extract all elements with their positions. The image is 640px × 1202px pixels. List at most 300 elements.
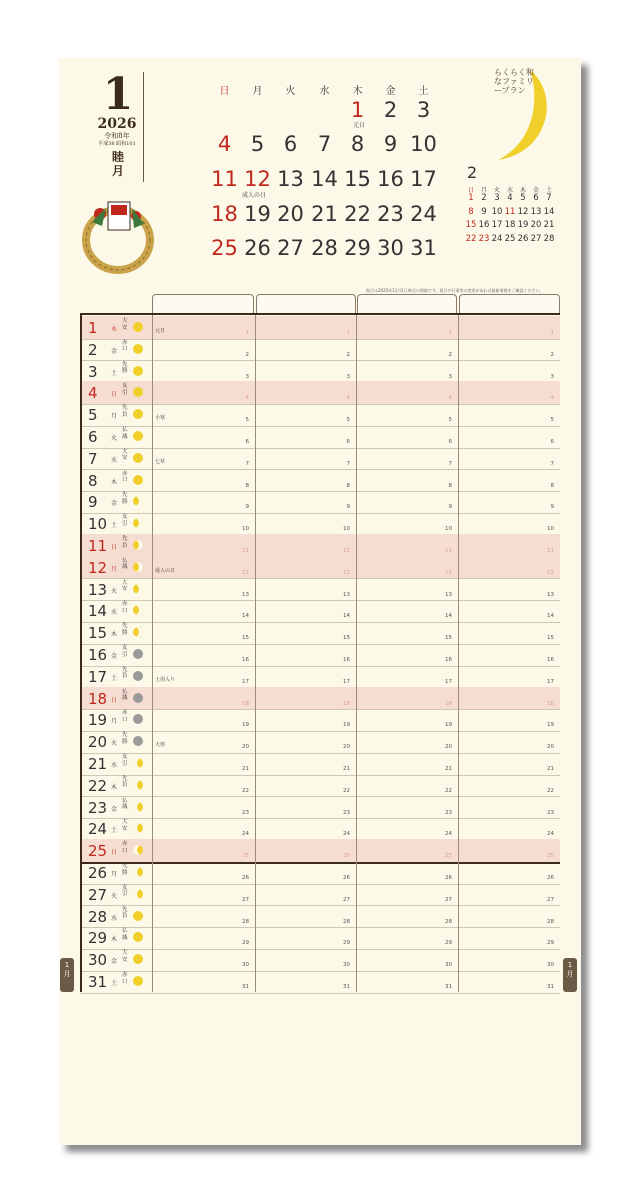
mini-weekday: 木: [519, 187, 526, 194]
month-side-tab-left: 1 月: [60, 958, 74, 992]
cell-date: 14: [547, 613, 554, 620]
calendar-day[interactable]: 2: [383, 98, 398, 122]
row-day-number: 20: [88, 733, 108, 752]
row-weekday: 金: [111, 653, 118, 660]
mini-day: 28: [543, 233, 555, 244]
mini-day: 4: [507, 193, 513, 203]
cell-date: 26: [445, 875, 452, 881]
cell-date: 9: [346, 504, 350, 511]
rokuyo-label: 仏滅: [122, 688, 128, 702]
row-weekday: 金: [111, 500, 118, 508]
row-weekday: 水: [111, 456, 118, 464]
cell-date: 6: [550, 439, 554, 445]
mini-day: 1: [468, 193, 474, 203]
row-day-number: 25: [88, 842, 108, 861]
calendar-day[interactable]: 3: [416, 98, 431, 122]
cell-date: 1: [245, 330, 249, 336]
cell-date: 13: [547, 591, 554, 598]
cell-date: 13: [343, 591, 350, 598]
row-weekday: 日: [111, 544, 118, 551]
row-day-number: 22: [88, 776, 108, 795]
calendar-day[interactable]: 28: [311, 236, 338, 260]
row-weekday: 土: [111, 674, 118, 682]
cell-date: 30: [547, 962, 554, 969]
mini-day: 12: [517, 206, 529, 217]
calendar-day[interactable]: 31: [410, 236, 437, 260]
rokuyo-label: 赤口: [122, 972, 128, 985]
cell-date: 8: [550, 482, 554, 489]
column-tab-4[interactable]: [459, 294, 560, 315]
row-weekday: 木: [111, 326, 118, 333]
row-weekday: 土: [111, 522, 118, 530]
rokuyo-label: 先負: [122, 666, 128, 680]
calendar-day[interactable]: 4: [217, 132, 232, 156]
cell-date: 27: [547, 896, 554, 903]
row-day-number: 11: [88, 537, 108, 555]
rokuyo-label: 大安: [122, 579, 128, 593]
cell-date: 6: [346, 439, 350, 445]
moon-phase-icon: [133, 758, 143, 768]
cell-date: 29: [445, 940, 452, 947]
calendar-day[interactable]: 16: [377, 167, 404, 191]
cell-date: 3: [550, 373, 554, 380]
row-day-number: 5: [88, 406, 98, 425]
row-weekday: 木: [111, 783, 118, 791]
moon-phase-icon: [133, 475, 143, 485]
mini-day: 11: [504, 206, 516, 217]
row-day-number: 9: [88, 493, 98, 512]
cell-date: 4: [346, 395, 350, 402]
cell-date: 19: [547, 722, 554, 729]
cell-date: 20: [343, 744, 350, 751]
row-weekday: 土: [111, 980, 118, 987]
calendar-day[interactable]: 9: [383, 132, 398, 156]
cell-date: 7: [346, 460, 350, 467]
calendar-day[interactable]: 19: [244, 202, 271, 226]
moon-phase-icon: [133, 714, 143, 724]
mini-day: 26: [517, 233, 529, 244]
row-weekday: 水: [111, 762, 118, 769]
cell-date: 28: [343, 918, 350, 925]
cell-date: 8: [346, 482, 350, 489]
month-name-1: 睦: [111, 150, 124, 164]
cell-date: 29: [343, 940, 350, 947]
weekday-header: 水: [319, 86, 330, 97]
event-label: 土用入り: [155, 676, 176, 683]
column-divider: [458, 315, 459, 992]
row-weekday: 木: [111, 478, 118, 486]
row-weekday: 火: [111, 587, 118, 595]
era-label: 令和8年: [104, 132, 130, 140]
rokuyo-label: 仏滅: [122, 557, 128, 571]
calendar-day[interactable]: 30: [377, 236, 404, 260]
weekday-header: 金: [385, 86, 396, 97]
rokuyo-label: 先負: [122, 775, 128, 789]
moon-phase-icon: [133, 889, 143, 899]
cell-date: 21: [242, 766, 249, 772]
rokuyo-label: 友引: [122, 645, 128, 658]
mini-weekday: 日: [467, 187, 474, 194]
row-weekday: 月: [111, 413, 118, 421]
moon-phase-icon: [133, 431, 143, 441]
cell-date: 17: [547, 678, 554, 685]
weekday-header: 月: [252, 86, 263, 97]
row-day-number: 16: [88, 646, 108, 664]
moon-phase-icon: [133, 932, 143, 942]
rokuyo-label: 仏滅: [122, 928, 128, 941]
rokuyo-label: 先勝: [122, 863, 128, 876]
row-day-number: 17: [88, 667, 108, 686]
cell-date: 11: [242, 548, 249, 554]
cell-date: 5: [550, 417, 554, 424]
row-day-number: 27: [88, 885, 108, 904]
calendar-day[interactable]: 10: [410, 132, 437, 156]
calendar-day[interactable]: 11: [211, 167, 238, 191]
moon-phase-icon: [133, 387, 143, 397]
rokuyo-label: 赤口: [122, 841, 128, 854]
cell-date: 5: [346, 417, 350, 424]
moon-phase-icon: [133, 823, 143, 833]
cell-date: 30: [445, 962, 452, 969]
cell-date: 15: [343, 635, 350, 642]
cell-date: 4: [550, 395, 554, 402]
cell-date: 8: [448, 482, 452, 489]
row-day-number: 19: [88, 711, 108, 730]
rokuyo-label: 先勝: [122, 732, 128, 745]
moon-phase-icon: [133, 736, 143, 746]
cell-date: 18: [547, 700, 554, 707]
rokuyo-label: 先勝: [122, 361, 128, 375]
moon-phase-icon: [133, 976, 143, 986]
cell-date: 22: [547, 787, 554, 794]
cell-date: 1: [448, 330, 452, 336]
row-weekday: 水: [111, 609, 118, 617]
moon-phase-icon: [133, 627, 143, 637]
rokuyo-label: 大安: [122, 318, 128, 331]
moon-phase-icon: [133, 605, 143, 615]
cell-date: 6: [245, 439, 249, 445]
cell-date: 22: [343, 787, 350, 794]
cell-date: 27: [445, 896, 452, 903]
rokuyo-label: 先負: [122, 405, 128, 418]
mini-day: 6: [533, 193, 539, 203]
row-weekday: 金: [111, 958, 118, 966]
mini-day: 21: [543, 220, 555, 230]
cell-date: 21: [343, 766, 350, 772]
month-side-tab-right: 1 月: [563, 958, 577, 992]
event-label: 七草: [155, 458, 166, 465]
cell-date: 7: [245, 460, 249, 467]
left-border: [80, 315, 82, 992]
cell-date: 16: [547, 657, 554, 663]
mini-day: 14: [543, 206, 555, 217]
cell-date: 15: [445, 635, 452, 642]
cell-date: 5: [448, 417, 452, 424]
cell-date: 29: [547, 940, 554, 947]
column-tab-2[interactable]: [256, 294, 356, 315]
year-label: 2026: [97, 116, 137, 132]
row-day-number: 10: [88, 515, 108, 534]
cell-date: 11: [343, 548, 350, 554]
cell-date: 20: [242, 744, 249, 751]
row-weekday: 火: [111, 892, 118, 900]
calendar-day[interactable]: 21: [311, 202, 338, 226]
cell-date: 16: [445, 657, 452, 663]
calendar-day[interactable]: 15: [344, 167, 371, 191]
cell-date: 30: [343, 962, 350, 969]
rokuyo-label: 友引: [122, 754, 128, 767]
mini-weekday: 水: [506, 187, 513, 194]
row-day-number: 8: [88, 471, 98, 490]
row-day-number: 6: [88, 428, 98, 446]
cell-date: 24: [547, 831, 554, 838]
moon-phase-icon: [133, 954, 143, 964]
mini-day: 5: [520, 193, 526, 203]
moon-phase-icon: [133, 366, 143, 376]
calendar-day[interactable]: 1: [350, 98, 365, 122]
row-weekday: 月: [111, 718, 118, 726]
row-weekday: 金: [111, 805, 118, 813]
cell-date: 25: [445, 853, 452, 860]
mini-day: 3: [494, 193, 500, 203]
cell-date: 17: [445, 678, 452, 685]
cell-date: 1: [550, 330, 554, 336]
cell-date: 12: [242, 569, 249, 576]
calendar-day[interactable]: 20: [277, 202, 304, 226]
rokuyo-label: 友引: [122, 514, 128, 527]
calendar-day[interactable]: 6: [283, 132, 298, 156]
event-label: 大寒: [155, 742, 166, 749]
row-weekday: 土: [111, 827, 118, 835]
cell-date: 30: [242, 962, 249, 969]
cell-date: 19: [445, 722, 452, 729]
cell-date: 31: [343, 984, 350, 990]
mini-day: 19: [517, 220, 529, 230]
moon-phase-icon: [133, 671, 143, 681]
cell-date: 23: [547, 809, 554, 816]
mini-day: 2: [481, 193, 487, 203]
row-weekday: 月: [111, 871, 118, 878]
header-divider: [143, 72, 144, 182]
mini-weekday: 月: [480, 187, 487, 194]
calendar-day[interactable]: 5: [250, 132, 265, 156]
weekday-header: 日: [219, 86, 230, 97]
brand-tagline: らくらく和なファミリープラン: [494, 68, 534, 95]
cell-date: 12: [445, 569, 452, 576]
calendar-day[interactable]: 12: [244, 167, 271, 191]
shimenawa-wreath-icon: [78, 196, 158, 278]
mini-weekday: 火: [493, 187, 500, 194]
rokuyo-label: 大安: [122, 448, 128, 462]
moon-phase-icon: [133, 911, 143, 921]
moon-phase-icon: [133, 649, 143, 659]
calendar-day[interactable]: 29: [344, 236, 371, 260]
cell-date: 10: [242, 526, 249, 533]
event-label: 小寒: [155, 415, 166, 422]
rokuyo-label: 赤口: [122, 339, 128, 353]
calendar-day[interactable]: 23: [377, 202, 404, 226]
cell-date: 31: [547, 984, 554, 990]
cell-date: 16: [343, 657, 350, 663]
cell-date: 31: [242, 984, 249, 990]
cell-date: 17: [242, 678, 249, 685]
calendar-day[interactable]: 18: [211, 202, 238, 226]
row-weekday: 木: [111, 631, 118, 639]
column-tab-3[interactable]: [357, 294, 457, 315]
mini-day: 22: [465, 233, 477, 244]
rokuyo-label: 仏滅: [122, 427, 128, 440]
moon-phase-icon: [133, 518, 143, 528]
mini-day: 9: [481, 206, 487, 217]
cell-date: 5: [245, 417, 249, 424]
calendar-day[interactable]: 13: [277, 167, 304, 191]
cell-date: 7: [550, 460, 554, 467]
cell-date: 21: [547, 766, 554, 772]
holiday-note: 元日: [352, 122, 365, 129]
cell-date: 19: [343, 722, 350, 729]
calendar-day[interactable]: 27: [277, 236, 304, 260]
cell-date: 18: [343, 700, 350, 707]
row-day-number: 30: [88, 951, 108, 970]
event-label: 元日: [155, 328, 166, 334]
cell-date: 10: [343, 526, 350, 533]
cell-date: 24: [343, 831, 350, 838]
row-day-number: 21: [88, 755, 108, 773]
column-divider: [152, 315, 153, 992]
moon-phase-icon: [133, 780, 143, 790]
moon-phase-icon: [133, 322, 143, 332]
cell-date: 15: [242, 635, 249, 642]
row-weekday: 木: [111, 936, 118, 944]
weekday-header: 火: [285, 86, 296, 97]
cell-date: 25: [343, 853, 350, 860]
cell-date: 20: [445, 744, 452, 751]
row-day-number: 24: [88, 820, 108, 839]
rokuyo-label: 先負: [122, 536, 128, 549]
calendar-day[interactable]: 26: [244, 236, 271, 260]
cell-date: 21: [445, 766, 452, 772]
cell-date: 20: [547, 744, 554, 751]
cell-date: 22: [242, 787, 249, 794]
weekday-header: 木: [352, 86, 363, 97]
calendar-day[interactable]: 24: [410, 202, 437, 226]
row-day-number: 14: [88, 602, 108, 621]
moon-phase-icon: [133, 453, 143, 463]
holiday-notice: 祝日は2025年11月1日時点の情報です。祝日や行事等の変更があれば最新情報をご確認ください。: [366, 288, 544, 293]
mini-day: 18: [504, 220, 516, 230]
calendar-day[interactable]: 17: [410, 167, 437, 191]
cell-date: 4: [245, 395, 249, 402]
era-sub-label: 平成38 昭和101: [98, 141, 136, 147]
mini-day: 7: [546, 193, 552, 203]
cell-date: 28: [242, 918, 249, 925]
cell-date: 10: [445, 526, 452, 533]
calendar-day[interactable]: 25: [211, 236, 238, 260]
rokuyo-label: 仏滅: [122, 797, 128, 811]
row-weekday: 日: [111, 391, 118, 399]
mini-day: 16: [478, 220, 490, 230]
calendar-day[interactable]: 8: [350, 132, 365, 156]
moon-phase-icon: [133, 802, 143, 812]
row-day-number: 3: [88, 362, 98, 381]
calendar-day[interactable]: 22: [344, 202, 371, 226]
mini-day: 10: [491, 206, 503, 217]
cell-date: 3: [448, 373, 452, 380]
mini-day: 8: [468, 206, 474, 217]
calendar-day[interactable]: 14: [311, 167, 338, 191]
row-day-number: 2: [88, 340, 98, 359]
moon-phase-icon: [133, 540, 143, 550]
moon-phase-icon: [133, 562, 143, 572]
cell-date: 28: [547, 918, 554, 925]
cell-date: 4: [448, 395, 452, 402]
moon-phase-icon: [133, 344, 143, 354]
rokuyo-label: 友引: [122, 383, 128, 396]
rokuyo-label: 先勝: [122, 492, 128, 505]
row-day-number: 31: [88, 973, 108, 991]
event-label: 成人の日: [155, 567, 176, 574]
cell-date: 18: [445, 700, 452, 707]
moon-phase-icon: [133, 409, 143, 419]
row-day-number: 23: [88, 798, 108, 817]
rokuyo-label: 大安: [122, 819, 128, 832]
month-name-2: 月: [111, 164, 124, 178]
column-tab-1[interactable]: [152, 294, 254, 315]
moon-phase-icon: [133, 496, 143, 506]
cell-date: 1: [346, 330, 350, 336]
rokuyo-label: 先勝: [122, 623, 128, 636]
cell-date: 15: [547, 635, 554, 642]
rokuyo-label: 先負: [122, 906, 128, 920]
row-day-number: 15: [88, 624, 108, 643]
cell-date: 2: [346, 351, 350, 358]
cell-date: 23: [242, 809, 249, 816]
mini-day: 17: [491, 220, 503, 230]
cell-date: 3: [245, 373, 249, 380]
cell-date: 11: [445, 548, 452, 554]
cell-date: 14: [445, 613, 452, 620]
cell-date: 26: [343, 875, 350, 881]
row-day-number: 1: [88, 319, 98, 337]
cell-date: 10: [547, 526, 554, 533]
rokuyo-label: 大安: [122, 950, 128, 963]
cell-date: 17: [343, 678, 350, 685]
mini-day: 15: [465, 220, 477, 230]
cell-date: 25: [242, 853, 249, 860]
cell-date: 31: [445, 984, 452, 990]
row-day-number: 7: [88, 449, 98, 468]
cell-date: 26: [547, 875, 554, 881]
mini-day: 27: [530, 233, 542, 244]
holiday-note: 成人の日: [241, 192, 266, 199]
month-number: 1: [102, 69, 134, 120]
row-weekday: 日: [111, 849, 118, 857]
cell-date: 9: [448, 504, 452, 511]
cell-date: 6: [448, 439, 452, 445]
cell-date: 8: [245, 482, 249, 489]
cell-date: 28: [445, 918, 452, 925]
cell-date: 24: [445, 831, 452, 838]
cell-date: 12: [547, 569, 554, 576]
cell-date: 3: [346, 373, 350, 380]
cell-date: 26: [242, 875, 249, 881]
weekday-header: 土: [418, 86, 429, 97]
moon-phase-icon: [133, 845, 143, 855]
calendar-day[interactable]: 7: [317, 132, 332, 156]
row-weekday: 水: [111, 914, 118, 922]
cell-date: 23: [445, 809, 452, 816]
column-divider: [255, 315, 256, 992]
